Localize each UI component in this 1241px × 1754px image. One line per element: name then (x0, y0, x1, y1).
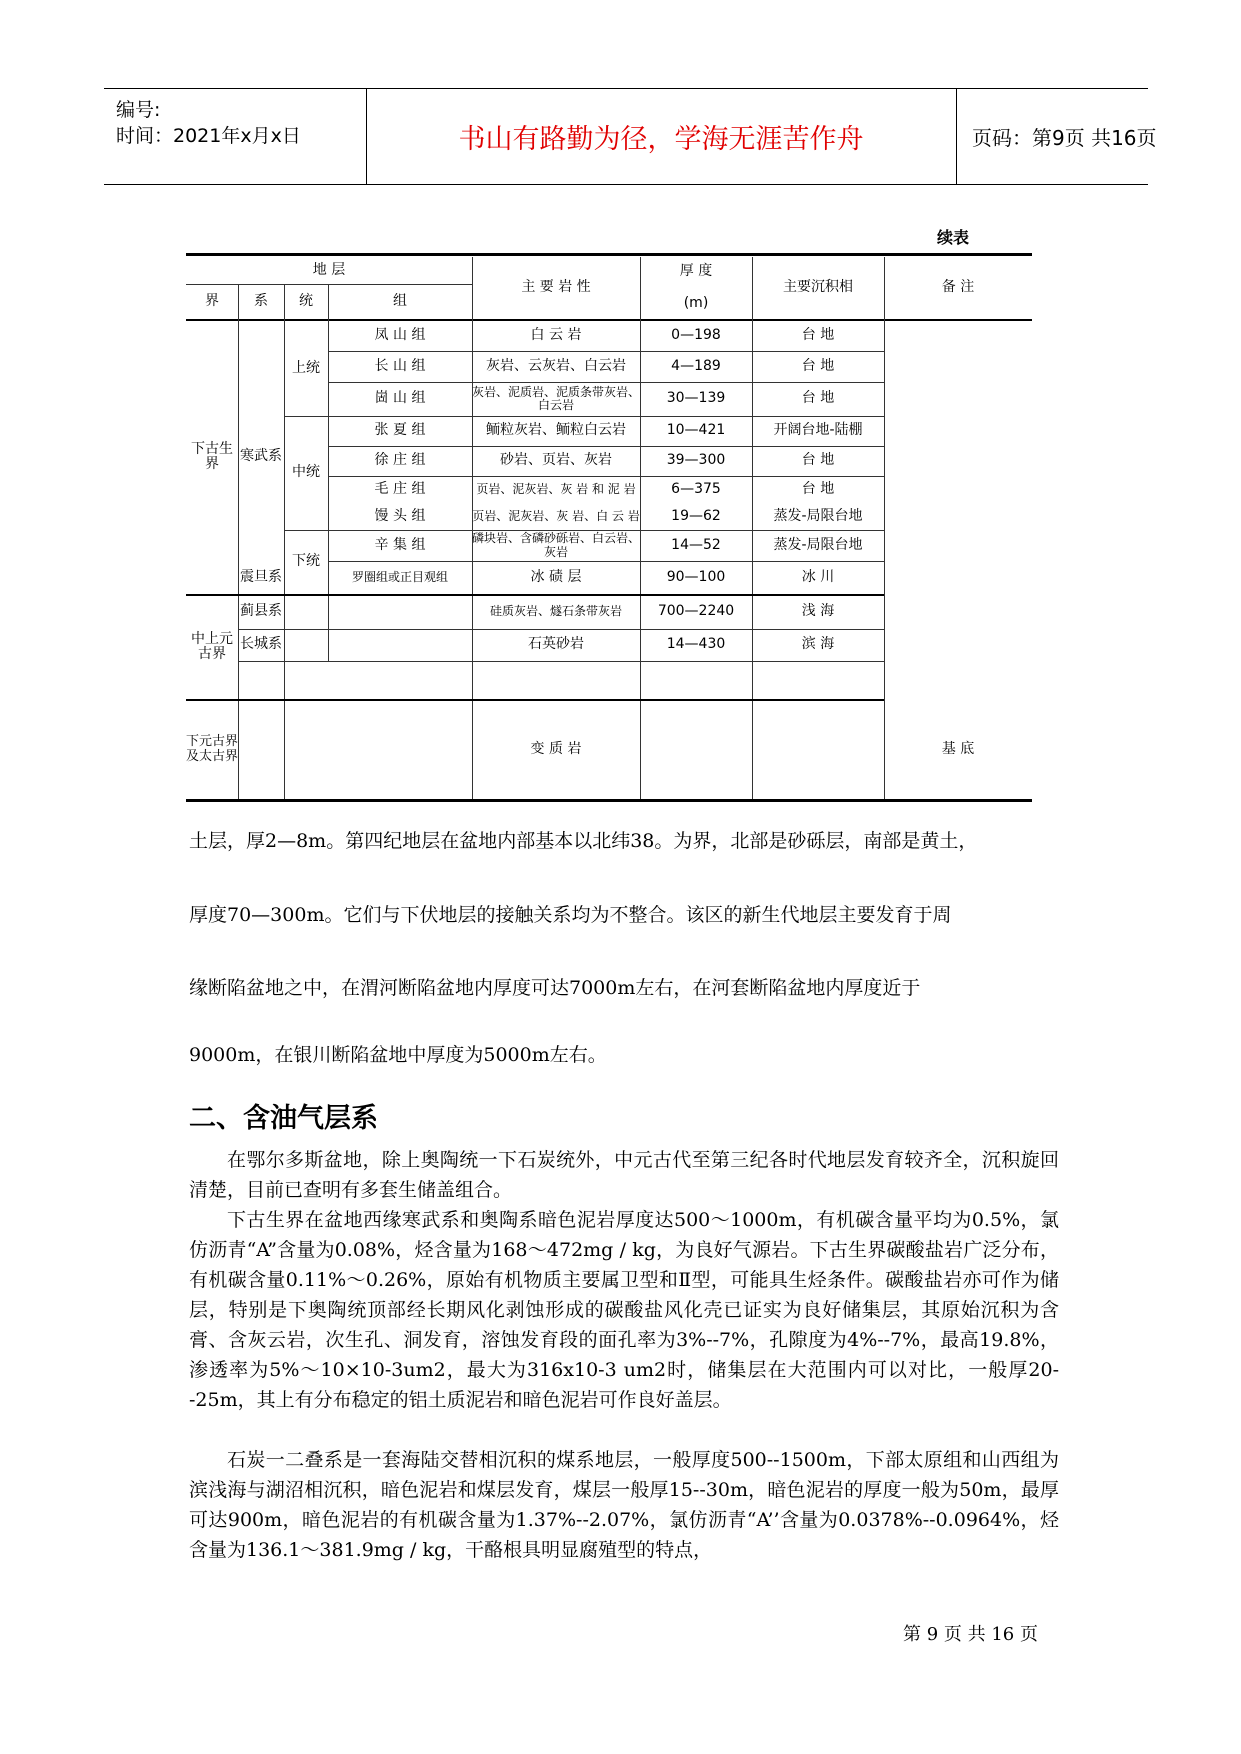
row-facies: 开阔台地-陆棚 (773, 422, 863, 439)
table-top-rule (186, 253, 1032, 256)
row-lithology: 白 云 岩 (530, 327, 582, 344)
row-group: 凤 山 组 (374, 327, 426, 344)
header-lithology: 主 要 岩 性 (521, 278, 591, 295)
row-thickness: 90—100 (666, 568, 726, 585)
erathem-lower-proterozoic: 下元古界及太古界 (186, 734, 239, 764)
row-thickness: 700—2240 (657, 602, 735, 619)
header-group: 组 (393, 292, 407, 309)
header-divider (956, 89, 957, 184)
row-lithology: 冰 碛 层 (530, 568, 582, 585)
row-facies: 蒸发-局限台地 (773, 536, 863, 553)
row-lithology: 砂岩、页岩、灰岩 (500, 452, 612, 469)
series-lower: 下统 (292, 552, 320, 569)
row-lithology: 页岩、泥灰岩、灰 岩、白 云 岩 (472, 508, 640, 523)
row-group: 毛 庄 组 (374, 480, 426, 497)
section-title: 二、含油气层系 (189, 1103, 378, 1134)
row-thickness: 14—430 (666, 636, 726, 653)
row-group: 张 夏 组 (374, 422, 426, 439)
row-group: 崮 山 组 (374, 390, 426, 407)
row-thickness: 6—375 (671, 480, 721, 497)
row-system: 长城系 (240, 636, 282, 653)
row-thickness: 19—62 (671, 507, 721, 524)
table-bottom-rule (186, 799, 1032, 802)
row-system: 震旦系 (240, 568, 282, 585)
row-group: 罗圈组或正目观组 (351, 569, 448, 584)
row-group: 馒 头 组 (374, 507, 426, 524)
row-group: 长 山 组 (374, 357, 426, 374)
row-system: 蓟县系 (240, 602, 282, 619)
row-lithology: 页岩、泥灰岩、灰 岩 和 泥 岩 (476, 481, 636, 496)
continued-label: 续表 (937, 228, 970, 247)
header-stratum: 地 层 (312, 261, 346, 278)
row-lithology: 灰岩、泥质岩、泥质条带灰岩、白云岩 (472, 384, 641, 412)
row-facies: 台 地 (801, 327, 835, 344)
header-motto: 书山有路勤为径，学海无涯苦作舟 (458, 124, 864, 155)
paragraph: 下古生界在盆地西缘寒武系和奥陶系暗色泥岩厚度达500～1000m，有机碳含量平均为0.5%，氯仿沥青“A”含量为0.08%，烃含量为168～472mg / kg，为良好气源岩。下古生界碳酸盐岩广泛分布，有机碳含量0.11%～0.26%，原始有机物质主要属卫型和Ⅱ型，可能具生烃条件。碳酸盐岩亦可作为储层，特别是下奥陶统顶部经长期风化剥蚀形成的碳酸盐风化壳已证实为良好储集层，其原始沉积为含膏、含灰云岩，次生孔、洞发育，溶蚀发育段的面孔率为3%--7%，孔隙度为4%--7%，最高19.8%，渗透率为5%～10×10-3um2，最大为316x10-3 um2时，储集层在大范围内可以对比，一般厚20--25m，其上有分布稳定的铝土质泥岩和暗色泥岩可作良好盖层。 (189, 1209, 1059, 1411)
header-thickness-unit: (m) (683, 295, 709, 312)
row-thickness: 14—52 (671, 536, 721, 553)
number-label: 编号: (116, 99, 161, 121)
header-series: 统 (299, 292, 313, 309)
page-footer: 第 9 页 共 16 页 (903, 1624, 1038, 1645)
header-facies: 主要沉积相 (783, 278, 853, 295)
row-facies: 台 地 (801, 480, 835, 497)
row-lithology: 鲕粒灰岩、鲕粒白云岩 (486, 422, 626, 439)
text-line: 厚度70—300m。它们与下伏地层的接触关系均为不整合。该区的新生代地层主要发育于周 (189, 904, 952, 926)
row-thickness: 30—139 (666, 390, 726, 407)
last-row-lithology: 变 质 岩 (530, 741, 582, 758)
table-rule (238, 661, 884, 662)
paragraph: 在鄂尔多斯盆地，除上奥陶统一下石炭统外，中元古代至第三纪各时代地层发育较齐全，沉积旋回清楚，目前已查明有多套生储盖组合。 (189, 1149, 1059, 1201)
row-facies: 台 地 (801, 357, 835, 374)
erathem-lower-paleozoic: 下古生界 (191, 440, 233, 472)
text-line: 土层，厚2—8m。第四纪地层在盆地内部基本以北纬38。为界，北部是砂砾层，南部是黄土， (189, 830, 978, 852)
row-facies: 冰 川 (801, 568, 835, 585)
row-group: 辛 集 组 (374, 536, 426, 553)
header-page-label: 页码：第9页 共16页 (972, 126, 1157, 150)
header-system: 系 (254, 292, 268, 309)
series-middle: 中统 (292, 464, 320, 481)
text-line: 9000m，在银川断陷盆地中厚度为5000m左右。 (189, 1044, 607, 1066)
row-thickness: 0—198 (671, 327, 721, 344)
row-thickness: 39—300 (666, 452, 726, 469)
row-lithology: 硅质灰岩、燧石条带灰岩 (489, 603, 622, 618)
row-facies: 浅 海 (801, 602, 835, 619)
row-facies: 台 地 (801, 452, 835, 469)
page-header (104, 88, 1157, 185)
row-lithology: 磷块岩、含磷砂砾岩、白云岩、灰岩 (472, 531, 641, 559)
row-facies: 滨 海 (801, 636, 835, 653)
header-thickness: 厚 度 (679, 263, 713, 280)
row-thickness: 4—189 (671, 357, 721, 374)
header-remarks: 备 注 (941, 278, 975, 295)
row-group: 徐 庄 组 (374, 452, 426, 469)
series-upper: 上统 (292, 359, 320, 376)
system-cambrian: 寒武系 (240, 448, 282, 465)
erathem-meso-upper-proterozoic: 中上元古界 (191, 630, 233, 662)
row-lithology: 石英砂岩 (528, 636, 584, 653)
row-facies: 台 地 (801, 390, 835, 407)
row-lithology: 灰岩、云灰岩、白云岩 (486, 357, 626, 374)
row-thickness: 10—421 (666, 422, 726, 439)
last-row-remark: 基 底 (941, 741, 975, 758)
row-facies: 蒸发-局限台地 (773, 507, 863, 524)
header-erathem: 界 (205, 292, 219, 309)
paragraph: 石炭一二叠系是一套海陆交替相沉积的煤系地层，一般厚度500--1500m，下部太原组和山西组为滨浅海与湖沼相沉积，暗色泥岩和煤层发育，煤层一般厚15--30m，暗色泥岩的厚度一般为50m，最厚可达900m，暗色泥岩的有机碳含量为1.37%--2.07%，氯仿沥青“A’’含量为0.0378%--0.0964%，烃含量为136.1～381.9mg / kg，干酪根具明显腐殖型的特点， (189, 1449, 1059, 1561)
time-label: 时间：2021年x月x日 (116, 125, 301, 147)
text-line: 缘断陷盆地之中，在渭河断陷盆地内厚度可达7000m左右，在河套断陷盆地内厚度近于 (189, 977, 921, 999)
